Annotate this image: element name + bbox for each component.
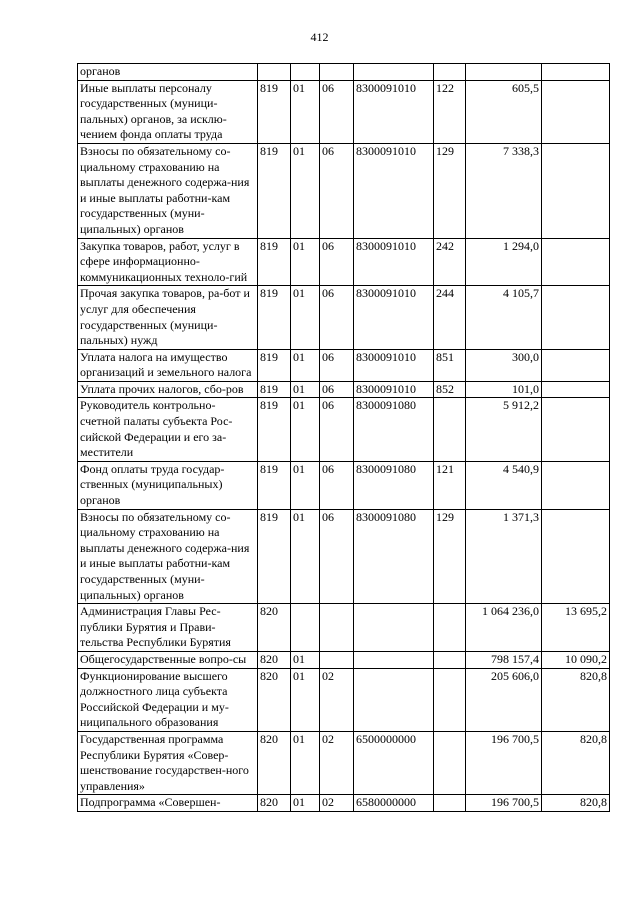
table-row	[78, 509, 610, 604]
rz-cell: 01	[291, 509, 320, 604]
pr-cell: 02	[320, 731, 354, 794]
table-row	[78, 64, 610, 81]
sum2-cell: 820,8	[542, 795, 610, 812]
sum2-cell	[542, 461, 610, 509]
csr-cell: 6500000000	[354, 731, 434, 794]
pr-cell	[320, 651, 354, 668]
csr-cell: 8300091080	[354, 398, 434, 461]
rz-cell: 01	[291, 398, 320, 461]
vr-cell: 122	[434, 80, 466, 143]
vr-cell: 121	[434, 461, 466, 509]
vr-cell	[434, 795, 466, 812]
pr-cell: 06	[320, 349, 354, 381]
grbs-cell: 820	[258, 668, 291, 731]
rz-cell: 01	[291, 731, 320, 794]
pr-cell: 06	[320, 286, 354, 349]
row-name-cell: органов	[78, 64, 258, 81]
sum2-cell	[542, 381, 610, 398]
pr-cell: 02	[320, 668, 354, 731]
sum1-cell: 1 294,0	[466, 238, 542, 286]
sum2-cell	[542, 143, 610, 238]
grbs-cell: 819	[258, 143, 291, 238]
csr-cell	[354, 651, 434, 668]
csr-cell: 8300091010	[354, 143, 434, 238]
sum1-cell: 196 700,5	[466, 795, 542, 812]
csr-cell: 8300091010	[354, 80, 434, 143]
table-row	[78, 286, 610, 349]
sum2-cell: 820,8	[542, 668, 610, 731]
pr-cell: 06	[320, 80, 354, 143]
rz-cell	[291, 604, 320, 652]
vr-cell	[434, 64, 466, 81]
table-row	[78, 651, 610, 668]
grbs-cell	[258, 64, 291, 81]
rz-cell: 01	[291, 143, 320, 238]
rz-cell: 01	[291, 80, 320, 143]
vr-cell	[434, 668, 466, 731]
pr-cell: 06	[320, 509, 354, 604]
rz-cell: 01	[291, 461, 320, 509]
row-name-cell: Руководитель контрольно-счетной палаты субъекта Рос-сийской Федерации и его за-местители	[78, 398, 258, 461]
csr-cell	[354, 668, 434, 731]
row-name-cell: Государственная программа Республики Бурятия «Совер-шенствование государствен-ного управления»	[78, 731, 258, 794]
sum1-cell: 798 157,4	[466, 651, 542, 668]
page-number: 412	[310, 30, 329, 44]
grbs-cell: 819	[258, 349, 291, 381]
pr-cell	[320, 64, 354, 81]
row-name-cell: Подпрограмма «Совершен-	[78, 795, 258, 812]
sum2-cell: 13 695,2	[542, 604, 610, 652]
budget-table	[77, 63, 610, 812]
rz-cell: 01	[291, 238, 320, 286]
sum1-cell: 4 105,7	[466, 286, 542, 349]
grbs-cell: 819	[258, 286, 291, 349]
sum1-cell: 300,0	[466, 349, 542, 381]
grbs-cell: 820	[258, 651, 291, 668]
sum2-cell	[542, 64, 610, 81]
pr-cell: 06	[320, 398, 354, 461]
vr-cell: 129	[434, 509, 466, 604]
sum1-cell: 1 064 236,0	[466, 604, 542, 652]
vr-cell: 244	[434, 286, 466, 349]
table-row	[78, 143, 610, 238]
sum2-cell	[542, 238, 610, 286]
grbs-cell: 820	[258, 604, 291, 652]
csr-cell: 8300091080	[354, 509, 434, 604]
table-row	[78, 398, 610, 461]
row-name-cell: Иные выплаты персоналу государственных (муници-пальных) органов, за исклю-чением фонда оплаты труда	[78, 80, 258, 143]
csr-cell: 6580000000	[354, 795, 434, 812]
sum2-cell	[542, 398, 610, 461]
table-row	[78, 668, 610, 731]
grbs-cell: 819	[258, 80, 291, 143]
row-name-cell: Уплата прочих налогов, сбо-ров	[78, 381, 258, 398]
grbs-cell: 820	[258, 731, 291, 794]
grbs-cell: 819	[258, 381, 291, 398]
pr-cell: 02	[320, 795, 354, 812]
vr-cell: 852	[434, 381, 466, 398]
row-name-cell: Взносы по обязательному со-циальному страхованию на выплаты денежного содержа-ния и иные выплаты работни-кам государственных (муни-ципальных) органов	[78, 509, 258, 604]
row-name-cell: Прочая закупка товаров, ра-бот и услуг для обеспечения государственных (муници-пальных) нужд	[78, 286, 258, 349]
pr-cell: 06	[320, 381, 354, 398]
sum1-cell: 7 338,3	[466, 143, 542, 238]
csr-cell: 8300091080	[354, 461, 434, 509]
row-name-cell: Уплата налога на имущество организаций и земельного налога	[78, 349, 258, 381]
sum1-cell: 1 371,3	[466, 509, 542, 604]
table-row	[78, 381, 610, 398]
csr-cell	[354, 604, 434, 652]
sum2-cell	[542, 349, 610, 381]
pr-cell	[320, 604, 354, 652]
row-name-cell: Администрация Главы Рес-публики Бурятия и Прави-тельства Республики Бурятия	[78, 604, 258, 652]
row-name-cell: Общегосударственные вопро-сы	[78, 651, 258, 668]
sum1-cell: 605,5	[466, 80, 542, 143]
grbs-cell: 819	[258, 461, 291, 509]
sum1-cell	[466, 64, 542, 81]
vr-cell	[434, 731, 466, 794]
vr-cell	[434, 651, 466, 668]
table-row	[78, 604, 610, 652]
row-name-cell: Фонд оплаты труда государ-ственных (муниципальных) органов	[78, 461, 258, 509]
rz-cell: 01	[291, 668, 320, 731]
vr-cell: 851	[434, 349, 466, 381]
table-row	[78, 731, 610, 794]
vr-cell	[434, 398, 466, 461]
table-row	[78, 80, 610, 143]
row-name-cell: Функционирование высшего должностного лица субъекта Российской Федерации и му-ниципального образования	[78, 668, 258, 731]
sum1-cell: 205 606,0	[466, 668, 542, 731]
grbs-cell: 819	[258, 238, 291, 286]
sum1-cell: 196 700,5	[466, 731, 542, 794]
vr-cell	[434, 604, 466, 652]
csr-cell: 8300091010	[354, 286, 434, 349]
csr-cell: 8300091010	[354, 349, 434, 381]
rz-cell: 01	[291, 349, 320, 381]
rz-cell: 01	[291, 651, 320, 668]
sum1-cell: 5 912,2	[466, 398, 542, 461]
sum2-cell	[542, 80, 610, 143]
grbs-cell: 819	[258, 509, 291, 604]
vr-cell: 129	[434, 143, 466, 238]
table-row	[78, 238, 610, 286]
vr-cell: 242	[434, 238, 466, 286]
csr-cell: 8300091010	[354, 381, 434, 398]
rz-cell: 01	[291, 795, 320, 812]
row-name-cell: Закупка товаров, работ, услуг в сфере информационно-коммуникационных техноло-гий	[78, 238, 258, 286]
table-row	[78, 461, 610, 509]
row-name-cell: Взносы по обязательному со-циальному страхованию на выплаты денежного содержа-ния и иные выплаты работни-кам государственных (муни-ципальных) органов	[78, 143, 258, 238]
sum2-cell	[542, 286, 610, 349]
grbs-cell: 820	[258, 795, 291, 812]
rz-cell: 01	[291, 286, 320, 349]
pr-cell: 06	[320, 238, 354, 286]
grbs-cell: 819	[258, 398, 291, 461]
rz-cell: 01	[291, 381, 320, 398]
sum2-cell: 10 090,2	[542, 651, 610, 668]
sum1-cell: 4 540,9	[466, 461, 542, 509]
sum1-cell: 101,0	[466, 381, 542, 398]
csr-cell	[354, 64, 434, 81]
sum2-cell	[542, 509, 610, 604]
table-row	[78, 349, 610, 381]
rz-cell	[291, 64, 320, 81]
table-row	[78, 795, 610, 812]
csr-cell: 8300091010	[354, 238, 434, 286]
sum2-cell: 820,8	[542, 731, 610, 794]
pr-cell: 06	[320, 461, 354, 509]
pr-cell: 06	[320, 143, 354, 238]
